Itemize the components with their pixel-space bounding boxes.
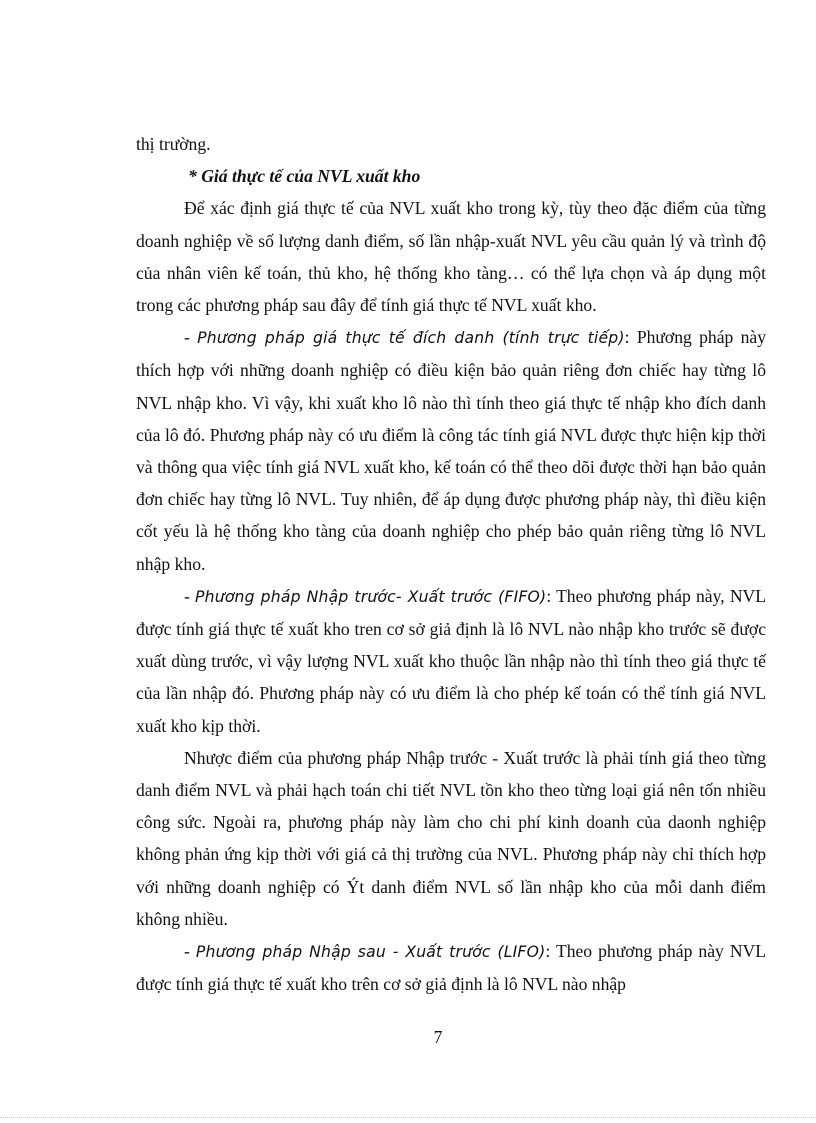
paragraph-1: Để xác định giá thực tế của NVL xuất kho trong kỳ, tùy theo đặc điểm của từng doanh nghiệp về số lượng danh điểm, số lần nhập-xuất NVL yêu cầu quản lý và trình độ của nhân viên kế toán, thủ kho, hệ thống kho tàng… có thể lựa chọn và áp dụng một trong các phương pháp sau đây để tính giá thực tế NVL xuất kho.	[136, 198, 766, 316]
paragraph-2-prefix: -	[184, 327, 198, 348]
paragraph-5-body: : Theo phương pháp này NVL được tính giá thực tế xuất kho trên cơ sở giả định là lô NVL nào nhập	[136, 941, 766, 995]
paragraph-5-prefix: -	[184, 941, 196, 962]
paragraph-2-body: : Phương pháp này thích hợp với những doanh nghiệp có điều kiện bảo quản riêng đơn chiếc hay từng lô NVL nhập kho. Vì vậy, khi xuất kho lô nào thì tính theo giá thực tế nhập kho đích danh của lô đó. Phương pháp này có ưu điểm là công tác tính giá NVL được thực hiện kịp thời và thông qua việc tính giá NVL xuất kho, kế toán có thể theo dõi được thời hạn bảo quản đơn chiếc hay từng lô NVL. Tuy nhiên, để áp dụng được phương pháp này, thì điều kiện cốt yếu là hệ thống kho tàng của doanh nghiệp cho phép bảo quản riêng từng lô NVL nhập kho.	[136, 327, 767, 574]
method-lifo: Phương pháp Nhập sau - Xuất trước (LIFO)	[195, 943, 546, 962]
paragraph-3-body: : Theo phương pháp này, NVL được tính giá thực tế xuất kho tren cơ sở giả định là lô NVL nào nhập kho trước sẽ được xuất dùng trước, vì vậy lượng NVL xuất kho thuộc lần nhập nào thì tính theo giá thực tế của lần nhập đó. Phương pháp này có ưu điểm là cho phép kế toán có thể tính giá NVL xuất kho kịp thời.	[136, 585, 766, 736]
paragraph-5	[136, 935, 766, 1000]
paragraph-2	[136, 321, 766, 580]
paragraph-3-prefix: -	[184, 585, 196, 606]
paragraph-3	[136, 580, 766, 742]
intro-tail: thị trường.	[136, 134, 211, 154]
method-specific-identification: Phương pháp giá thực tế đích danh (tính trực tiếp)	[197, 329, 625, 348]
body-text	[136, 128, 766, 1000]
section-heading: * Giá thực tế của NVL xuất kho	[188, 166, 421, 187]
page-bottom-divider	[0, 1117, 816, 1118]
page-number: 7	[433, 1027, 443, 1047]
method-fifo: Phương pháp Nhập trước- Xuất trước (FIFO)	[195, 587, 547, 606]
paragraph-4: Nhược điểm của phương pháp Nhập trước - Xuất trước là phải tính giá theo từng danh điểm NVL và phải hạch toán chi tiết NVL tồn kho theo từng loại giá nên tốn nhiều công sức. Ngoài ra, phương pháp này làm cho chi phí kinh doanh của daonh nghiệp không phản ứng kịp thời với giá cả thị trường của NVL. Phương pháp này chỉ thích hợp với những doanh nghiệp có Ýt danh điểm NVL số lần nhập kho của mỗi danh điểm không nhiều.	[136, 747, 766, 929]
